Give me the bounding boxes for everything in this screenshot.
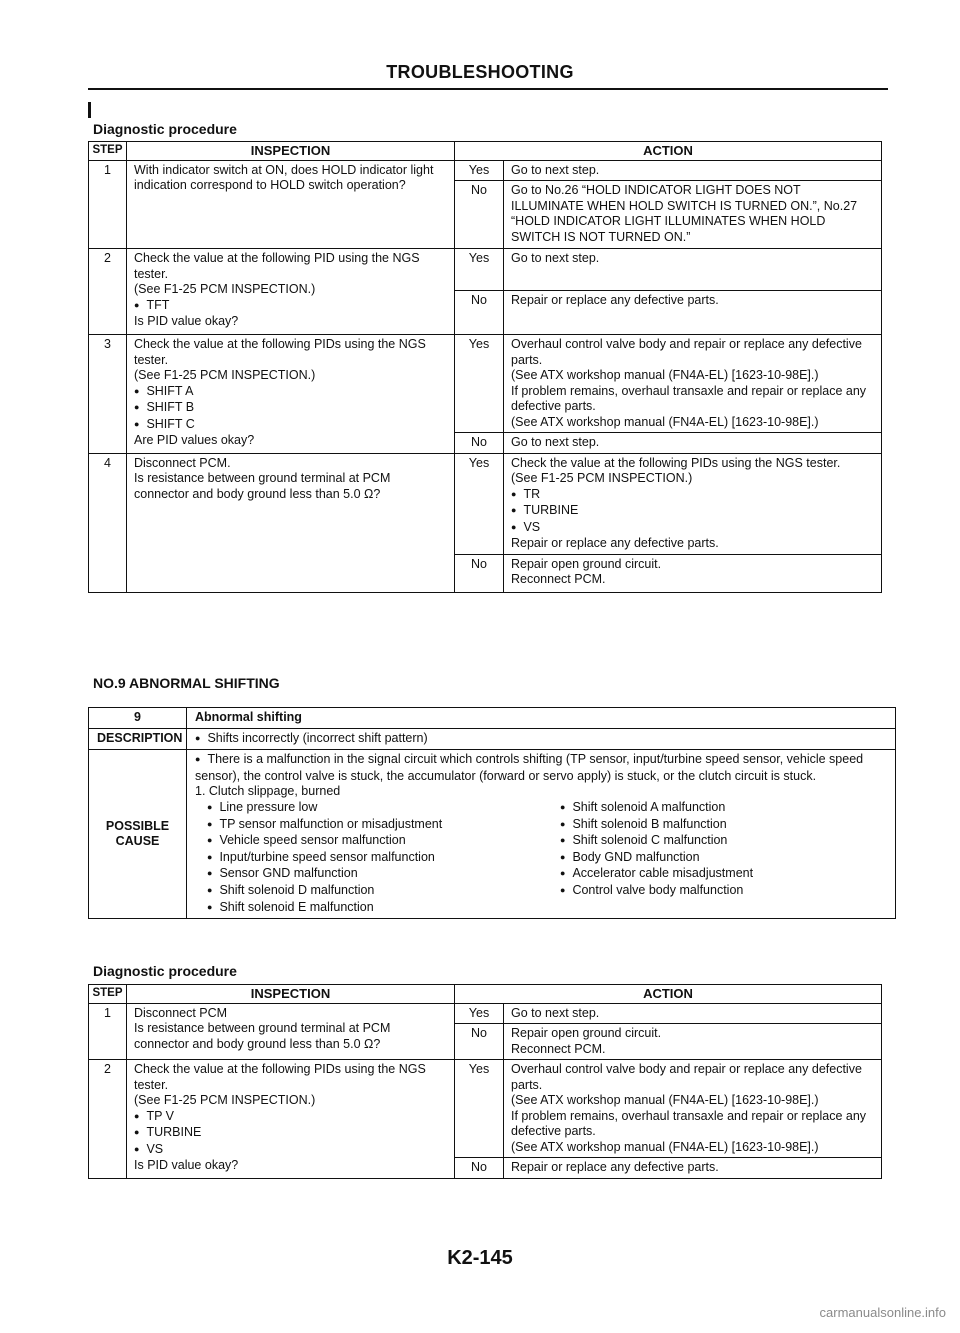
yes-action: Go to next step. — [504, 249, 882, 291]
abnormal-shifting-heading: NO.9 ABNORMAL SHIFTING — [93, 675, 280, 691]
no-label: No — [455, 433, 504, 454]
no-action: Go to next step. — [504, 433, 882, 454]
step-number: 2 — [89, 249, 127, 335]
cause-list-left: ● Line pressure low ● TP sensor malfunction or misadjustment ● Vehicle speed sensor malfunction ● Input/turbine speed sensor malfunction ● Sensor GND malfunction ● Shift solenoid D malfunction ● Shift solenoid E malfunction — [207, 800, 534, 916]
trouble-name: Abnormal shifting — [187, 708, 896, 729]
table-row — [89, 249, 882, 291]
yes-label: Yes — [455, 1003, 504, 1024]
inspection-cell: Check the value at the following PID using the NGS tester. (See F1-25 PCM INSPECTION.) ● TFT Is PID value okay? — [127, 249, 455, 335]
yes-label: Yes — [455, 335, 504, 433]
inspection-header: INSPECTION — [127, 142, 455, 161]
step-header: STEP — [89, 985, 127, 1004]
cause-list-right: ● Shift solenoid A malfunction ● Shift solenoid B malfunction ● Shift solenoid C malfunction ● Body GND malfunction ● Accelerator cable misadjustment ● Control valve body malfunction — [534, 800, 887, 916]
margin-mark — [88, 102, 91, 118]
watermark: carmanualsonline.info — [819, 1305, 946, 1320]
no-label: No — [455, 181, 504, 249]
cause-columns — [195, 800, 887, 916]
page-title: TROUBLESHOOTING — [386, 62, 574, 82]
yes-label: Yes — [455, 453, 504, 554]
table-row — [89, 160, 882, 181]
inspection-cell: Check the value at the following PIDs using the NGS tester. (See F1-25 PCM INSPECTION.) ● TP V ● TURBINE ● VS Is PID value okay? — [127, 1060, 455, 1179]
trouble-number: 9 — [89, 708, 187, 729]
table-row — [89, 750, 896, 919]
diagnostic-table-2 — [88, 984, 882, 1179]
no-action: Go to No.26 “HOLD INDICATOR LIGHT DOES NOT ILLUMINATE WHEN HOLD SWITCH IS TURNED ON.”, No.27 “HOLD INDICATOR LIGHT ILLUMINATES WHEN HOLD SWITCH IS NOT TURNED ON.” — [504, 181, 882, 249]
action-header: ACTION — [455, 142, 882, 161]
no-action: Repair or replace any defective parts. — [504, 1158, 882, 1179]
table-row — [89, 1003, 882, 1024]
diagnostic-procedure-heading-2: Diagnostic procedure — [93, 963, 237, 979]
table-row — [89, 728, 896, 750]
action-header: ACTION — [455, 985, 882, 1004]
description-label: DESCRIPTION — [89, 728, 187, 750]
inspection-header: INSPECTION — [127, 985, 455, 1004]
yes-action: Overhaul control valve body and repair or replace any defective parts. (See ATX workshop manual (FN4A-EL) [1623-10-98E].) If problem remains, overhaul transaxle and repair or replace any defective parts. (See ATX workshop manual (FN4A-EL) [1623-10-98E].) — [504, 1060, 882, 1158]
yes-label: Yes — [455, 160, 504, 181]
possible-cause-label: POSSIBLE CAUSE — [89, 750, 187, 919]
table-header-row — [89, 985, 882, 1004]
inspection-cell: Disconnect PCM. Is resistance between ground terminal at PCM connector and body ground less than 5.0 Ω? — [127, 453, 455, 592]
description-cell: ● Shifts incorrectly (incorrect shift pattern) — [187, 728, 896, 750]
abnormal-shifting-table — [88, 707, 896, 919]
yes-action: Go to next step. — [504, 1003, 882, 1024]
no-label: No — [455, 1158, 504, 1179]
yes-label: Yes — [455, 1060, 504, 1158]
yes-action: Go to next step. — [504, 160, 882, 181]
possible-cause-cell: ● There is a malfunction in the signal circuit which controls shifting (TP sensor, input/turbine speed sensor, vehicle speed sensor), the control valve is stuck, the accumulator (forward or servo apply) is stuck, or the clutch circuit is stuck. 1. Clutch slippage, burned ● Line pressure low ● TP sensor malfunction or misadjustment ● Vehicle speed sensor malfunction ● Input/turbine speed sensor malfunction ● Sensor GND malfunction ● Shift solenoid D malfunction ● Shift solenoid E malfunction ● Shift solenoid A malfunction ● Shift solenoid B malfunction ● Shift solenoid C malfunction ● Body GND malfunction ● Accelerator cable misadjustment ● Control valve body malfunction — [187, 750, 896, 919]
yes-action: Overhaul control valve body and repair or replace any defective parts. (See ATX workshop manual (FN4A-EL) [1623-10-98E].) If problem remains, overhaul transaxle and repair or replace any defective parts. (See ATX workshop manual (FN4A-EL) [1623-10-98E].) — [504, 335, 882, 433]
step-number: 4 — [89, 453, 127, 592]
page-number: K2-145 — [447, 1247, 513, 1269]
inspection-cell: Disconnect PCM Is resistance between ground terminal at PCM connector and body ground less than 5.0 Ω? — [127, 1003, 455, 1060]
diagnostic-procedure-heading: Diagnostic procedure — [93, 121, 237, 137]
inspection-cell: Check the value at the following PIDs using the NGS tester. (See F1-25 PCM INSPECTION.) ● SHIFT A ● SHIFT B ● SHIFT C Are PID values okay? — [127, 335, 455, 454]
table-row — [89, 1060, 882, 1158]
step-number: 1 — [89, 160, 127, 249]
title-rule — [88, 88, 888, 90]
diagnostic-table-1 — [88, 141, 882, 593]
step-header: STEP — [89, 142, 127, 161]
no-label: No — [455, 554, 504, 592]
inspection-cell: With indicator switch at ON, does HOLD indicator light indication correspond to HOLD switch operation? — [127, 160, 455, 249]
table-row — [89, 453, 882, 554]
no-action: Repair or replace any defective parts. — [504, 291, 882, 335]
no-action: Repair open ground circuit. Reconnect PCM. — [504, 1024, 882, 1060]
table-row — [89, 708, 896, 729]
yes-label: Yes — [455, 249, 504, 291]
no-label: No — [455, 1024, 504, 1060]
no-label: No — [455, 291, 504, 335]
no-action: Repair open ground circuit. Reconnect PCM. — [504, 554, 882, 592]
step-number: 3 — [89, 335, 127, 454]
table-row — [89, 335, 882, 433]
step-number: 2 — [89, 1060, 127, 1179]
step-number: 1 — [89, 1003, 127, 1060]
table-header-row — [89, 142, 882, 161]
yes-action: Check the value at the following PIDs using the NGS tester. (See F1-25 PCM INSPECTION.) ● TR ● TURBINE ● VS Repair or replace any defective parts. — [504, 453, 882, 554]
